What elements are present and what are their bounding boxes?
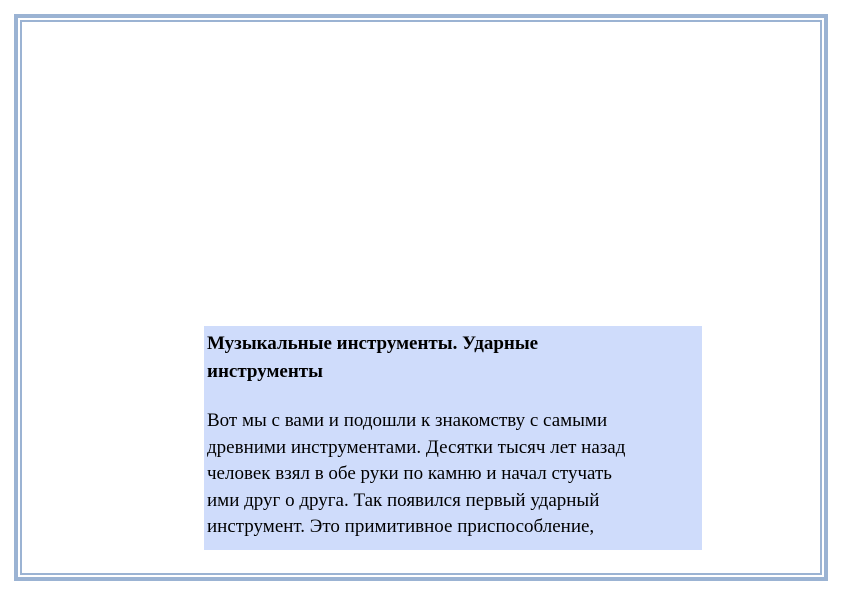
paragraph-line: человек взял в обе руки по камню и начал стучать (207, 463, 612, 484)
heading-line: инструменты (207, 361, 323, 382)
paragraph (207, 408, 696, 541)
heading (207, 330, 696, 386)
paragraph-line: Вот мы с вами и подошли к знакомству с самыми (207, 410, 608, 431)
paragraph-line: ими друг о друга. Так появился первый ударный (207, 489, 600, 511)
paragraph-line: инструмент. Это примитивное приспособление, (207, 516, 595, 537)
paragraph-line: древними инструментами. Десятки тысяч лет назад (207, 436, 626, 458)
heading-line: Музыкальные инструменты. Ударные (207, 333, 539, 354)
text-box (204, 326, 702, 550)
